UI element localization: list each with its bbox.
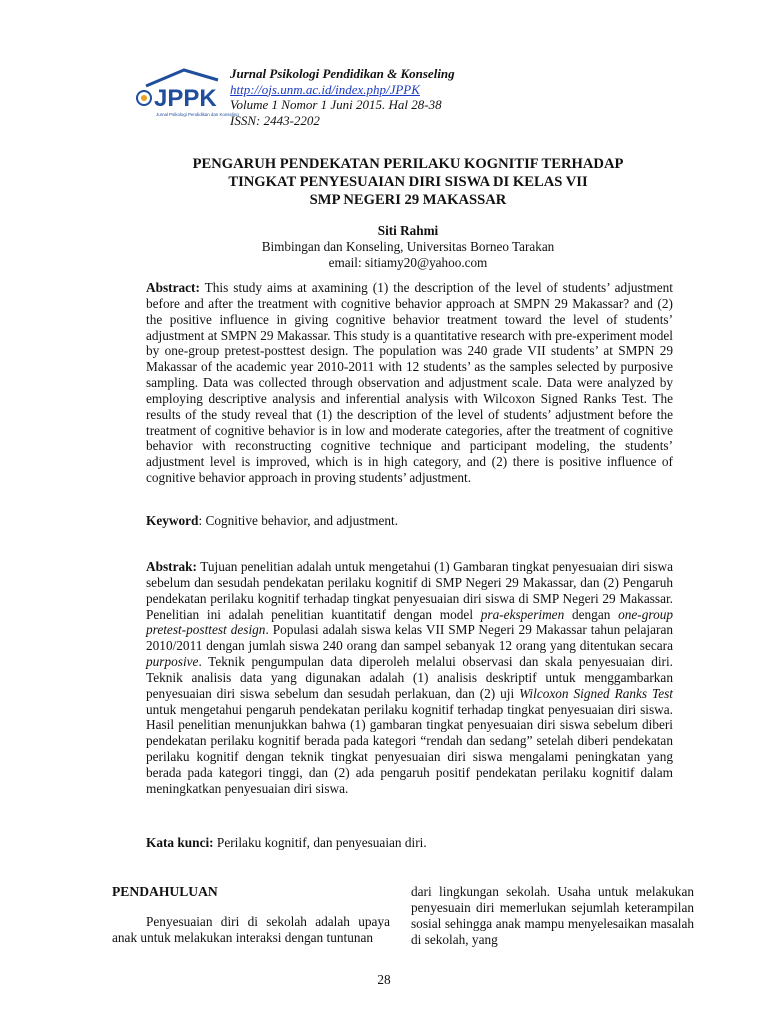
abstract-label: Abstract: [146, 280, 200, 295]
journal-url-link[interactable]: http://ojs.unm.ac.id/index.php/JPPK [230, 81, 420, 97]
author-affiliation: Bimbingan dan Konseling, Universitas Borneo Tarakan [261, 239, 555, 254]
keyword-label: Keyword [146, 513, 199, 528]
keywords-english [146, 513, 673, 529]
abstrak-italic-4: Wilcoxon Signed Ranks Test [519, 685, 673, 701]
logo-roof [146, 70, 218, 86]
abstract-indonesian [146, 559, 673, 797]
title-line-3: SMP NEGERI 29 MAKASSAR [309, 192, 507, 208]
abstrak-text-3: . Populasi adalah siswa kelas VII SMP Negeri 29 Makassar tahun pelajaran 2010/2011 dengan jumlah siswa 240 orang dan sampel sebanyak 12 orang yang ditentukan secara [146, 622, 674, 654]
paper-title [120, 155, 696, 209]
journal-info [230, 66, 455, 128]
author-name: Siti Rahmi [377, 223, 439, 238]
body-paragraph-left: Penyesuaian diri di sekolah adalah upaya anak untuk melakukan interaksi dengan tuntunan [112, 914, 390, 945]
title-line-2: TINGKAT PENYESUAIAN DIRI SISWA DI KELAS VII [228, 174, 588, 190]
kata-kunci-label: Kata kunci: [146, 835, 214, 850]
abstrak-italic-2: one-group pretest-posttest design [146, 606, 674, 638]
logo-subtext: Jurnal Psikologi Pendidikan dan Konseling [156, 112, 239, 117]
logo-text: JPPK [154, 85, 217, 112]
body-column-right [411, 884, 694, 948]
author-block [120, 223, 696, 271]
page-number: 28 [377, 972, 391, 987]
keyword-text: : Cognitive behavior, and adjustment. [198, 513, 399, 528]
logo-emblem-core [141, 95, 147, 101]
abstrak-label: Abstrak: [146, 559, 197, 574]
abstract-english [146, 280, 673, 486]
section-heading: PENDAHULUAN [112, 884, 218, 899]
kata-kunci-text: Perilaku kognitif, dan penyesuaian diri. [213, 835, 427, 850]
abstrak-text-2: dengan [564, 606, 619, 622]
journal-logo [134, 66, 239, 122]
body-column-left [112, 884, 390, 946]
author-email: email: sitiamy20@yahoo.com [328, 255, 488, 270]
abstrak-italic-1: pra-eksperimen [480, 606, 565, 622]
body-paragraph-right: dari lingkungan sekolah. Usaha untuk melakukan penyesuain diri memerlukan sejumlah keterampilan sosial sehingga anak mampu menyelesaikan masalah di sekolah, yang [411, 884, 694, 947]
abstrak-italic-3: purposive [146, 654, 199, 670]
abstrak-text-1: Tujuan penelitian adalah untuk mengetahui (1) Gambaran tingkat penyesuaian diri siswa sebelum dan sesudah pendekatan perilaku kognitif di SMP Negeri 29 Makassar, dan (2) Pengaruh pendekatan perilaku kognitif terhadap tingkat penyesuaian diri siswa di SMP Negeri 29 Makassar. Penelitian ini adalah penelitian kuantitatif dengan model [146, 559, 673, 622]
abstrak-text-5: untuk mengetahui pengaruh pendekatan perilaku kognitif terhadap tingkat penyesuaian diri siswa. Hasil penelitian menunjukkan bahwa (1) gambaran tingkat penyesuaian diri siswa sebelum diberi pendekatan perilaku kognitif berada pada kategori “rendah dan sedang” setelah diberi pendekatan perilaku kognitif dengan teknik tingkat penyesuaian diri siswa mengalami peningkatan yang berada pada kategori tinggi, dan (2) ada pengaruh positif pendekatan perilaku kognitif dalam meningkatkan penyesuaian diri siswa. [146, 701, 673, 796]
title-line-1: PENGARUH PENDEKATAN PERILAKU KOGNITIF TERHADAP [192, 156, 624, 172]
journal-issn: ISSN: 2443-2202 [230, 112, 320, 128]
abstract-text: This study aims at axamining (1) the description of the level of students’ adjustment before and after the treatment with cognitive behavior approach at SMPN 29 Makassar? and (2) the positive influence in giving cognitive behavior treatment toward the level of students’ adjustment at SMPN 29 Makassar. This study is a quantitative research with pre-experiment model by one-group pretest-posttest design. The population was 240 grade VII students’ at SMPN 29 Makassar of the academic year 2010-2011 with 12 students’ as the samples selected by purposive sampling. Data was collected through observation and adjustment scale. Data were analyzed by employing descriptive analysis and inferential analysis with Wilcoxon Signed Ranks Test. The results of the study reveal that (1) the description of the level of students’ adjustment before the treatment of cognitive behavior is in low and moderate categories, after the treatment of cognitive behavior with reconstructing cognitive technique and participant modeling, the students’ adjustment level is improved, which is in high category, and (2) there is positive influence of cognitive behavior approach in proving students’ adjustment. [146, 280, 673, 486]
abstrak-text-4: . Teknik pengumpulan data diperoleh melalui observasi dan skala penyesuaian diri. Teknik analisis data yang digunakan adalah (1) analisis deskriptif untuk menggambarkan penyesuaian diri siswa sebelum dan sesudah perlakuan, dan (2) uji [146, 654, 673, 701]
journal-name: Jurnal Psikologi Pendidikan & Konseling [230, 66, 455, 81]
keywords-indonesian [146, 835, 673, 851]
journal-volume: Volume 1 Nomor 1 Juni 2015. Hal 28-38 [230, 97, 442, 112]
